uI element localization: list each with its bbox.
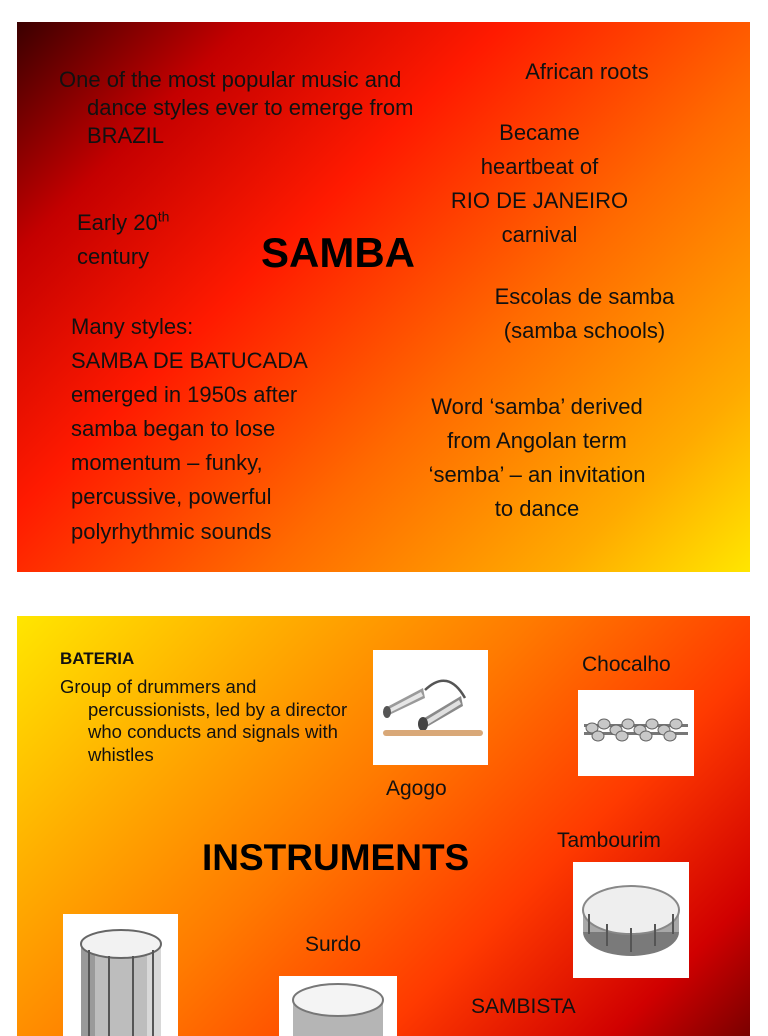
styles-line: percussive, powerful bbox=[71, 484, 272, 510]
early-20-line: Early 20 bbox=[77, 210, 158, 235]
styles-text bbox=[71, 310, 371, 549]
popular-text: One of the most popular music and dance styles ever to emerge from BRAZIL bbox=[59, 67, 414, 149]
styles-line: momentum – funky, bbox=[71, 450, 263, 476]
tambourim-image bbox=[573, 862, 689, 978]
escolas-line: Escolas de samba bbox=[494, 284, 675, 309]
escolas-text bbox=[472, 280, 697, 348]
bateria-title: BATERIA bbox=[60, 649, 135, 668]
styles-line: Many styles: bbox=[71, 314, 194, 339]
tambourim-label: Tambourim bbox=[557, 829, 661, 852]
surdo-image bbox=[279, 976, 397, 1036]
agogo-image bbox=[373, 650, 488, 765]
styles-line: polyrhythmic sounds bbox=[71, 518, 272, 544]
rio-line: RIO DE JANEIRO bbox=[450, 188, 629, 214]
samba-title: SAMBA bbox=[261, 229, 415, 276]
bateria-text: Group of drummers and percussionists, led by a director who conducts and signals with whistles bbox=[60, 676, 348, 765]
styles-line: samba began to lose bbox=[71, 416, 276, 442]
styles-line: SAMBA DE BATUCADA bbox=[71, 348, 308, 374]
samba-slide bbox=[17, 22, 750, 572]
surdo-label: Surdo bbox=[305, 933, 362, 956]
drum-image-left bbox=[63, 914, 178, 1036]
early-sup: th bbox=[157, 208, 170, 225]
century-line: century bbox=[77, 244, 150, 270]
early-century-text bbox=[77, 206, 227, 274]
became-line: Became bbox=[499, 120, 580, 145]
word-origin-text bbox=[387, 390, 687, 526]
chocalho-image bbox=[578, 690, 694, 776]
heartbeat-line: heartbeat of bbox=[480, 154, 599, 180]
rio-carnival-text bbox=[427, 116, 652, 252]
word-line: Word ‘samba’ derived bbox=[431, 394, 643, 419]
instruments-title: INSTRUMENTS bbox=[202, 837, 470, 878]
chocalho-label: Chocalho bbox=[582, 653, 671, 676]
styles-line: emerged in 1950s after bbox=[71, 382, 298, 408]
word-line: ‘semba’ – an invitation bbox=[428, 462, 646, 488]
word-line: to dance bbox=[494, 496, 580, 522]
instruments-slide bbox=[17, 616, 750, 1036]
agogo-label: Agogo bbox=[386, 777, 447, 800]
word-line: from Angolan term bbox=[447, 428, 627, 454]
african-roots-text: African roots bbox=[525, 59, 649, 84]
carnival-line: carnival bbox=[501, 222, 578, 248]
sambista-label: SAMBISTA bbox=[471, 995, 576, 1018]
samba-schools-line: (samba schools) bbox=[503, 318, 666, 344]
